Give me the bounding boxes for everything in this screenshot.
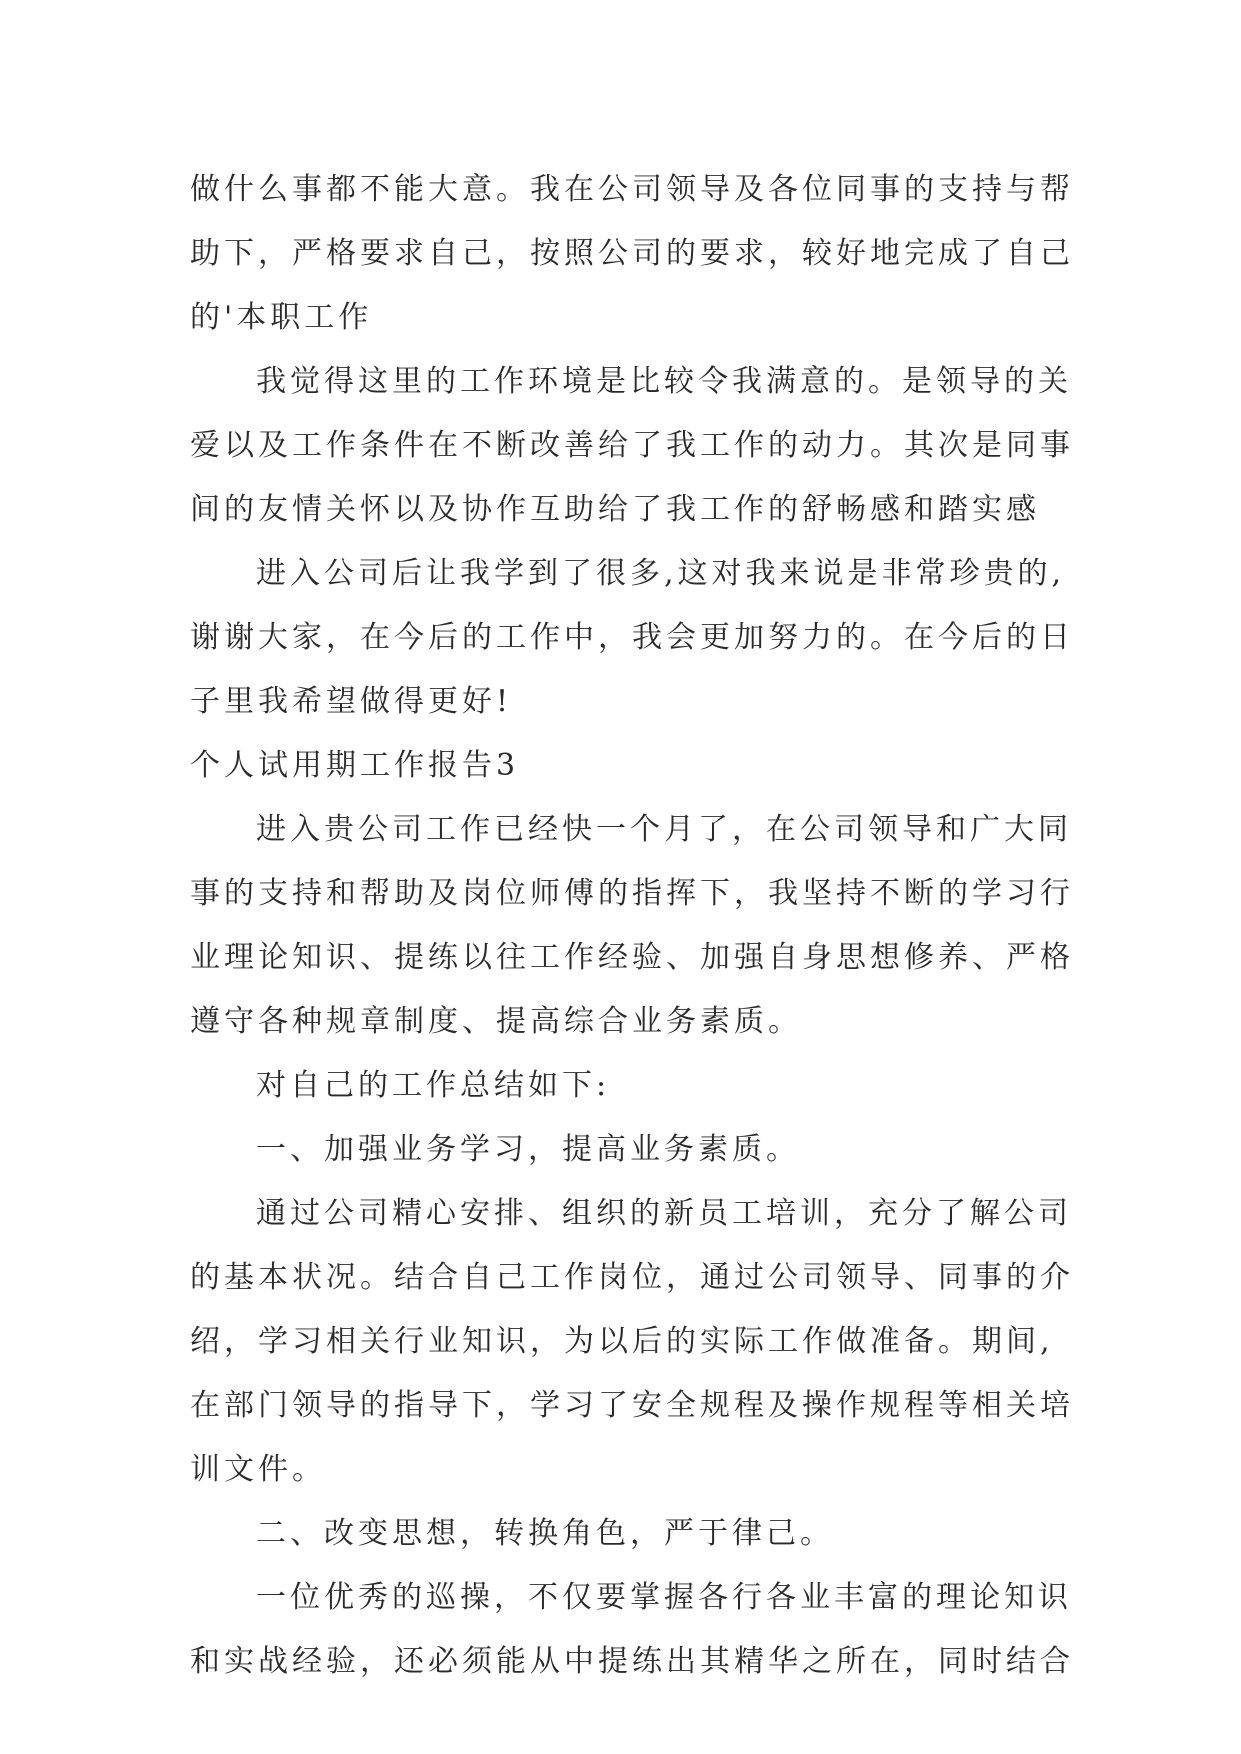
text-line: 谢谢大家，在今后的工作中，我会更加努力的。在今后的日	[190, 620, 1074, 655]
text-line: 事的支持和帮助及岗位师傅的指挥下，我坚持不断的学习行	[190, 876, 1074, 911]
text-line: 做什么事都不能大意。我在公司领导及各位同事的支持与帮	[190, 172, 1074, 207]
text-line: 的基本状况。结合自己工作岗位，通过公司领导、同事的介	[190, 1260, 1074, 1295]
text-line: 和实战经验，还必须能从中提练出其精华之所在，同时结合	[190, 1644, 1074, 1679]
paragraph	[190, 542, 1074, 734]
text-line: 一、加强业务学习，提高业务素质。	[256, 1132, 800, 1167]
paragraph	[190, 350, 1074, 542]
text-line: 的'本职工作	[190, 300, 373, 335]
text-line: 进入贵公司工作已经快一个月了，在公司领导和广大同	[256, 812, 1072, 847]
text-line: 在部门领导的指导下，学习了安全规程及操作规程等相关培	[190, 1388, 1074, 1423]
text-line: 通过公司精心安排、组织的新员工培训，充分了解公司	[256, 1196, 1072, 1231]
text-line: 我觉得这里的工作环境是比较令我满意的。是领导的关	[256, 364, 1072, 399]
text-line: 子里我希望做得更好!	[190, 684, 513, 719]
section-heading	[190, 734, 1060, 798]
paragraph	[190, 1054, 1060, 1118]
text-line: 爱以及工作条件在不断改善给了我工作的动力。其次是同事	[190, 428, 1074, 463]
paragraph	[190, 1566, 1074, 1694]
text-line: 助下，严格要求自己，按照公司的要求，较好地完成了自己	[190, 236, 1074, 271]
text-line: 一位优秀的巡操，不仅要掌握各行各业丰富的理论知识	[256, 1580, 1072, 1615]
text-line: 绍，学习相关行业知识，为以后的实际工作做准备。期间,	[190, 1324, 1054, 1359]
text-line: 二、改变思想，转换角色，严于律己。	[256, 1516, 834, 1551]
paragraph	[190, 1502, 1060, 1566]
text-line: 遵守各种规章制度、提高综合业务素质。	[190, 1004, 802, 1039]
text-line: 训文件。	[190, 1452, 326, 1487]
heading-text: 个人试用期工作报告3	[190, 748, 520, 783]
paragraph	[190, 1182, 1074, 1502]
paragraph	[190, 798, 1074, 1054]
text-line: 间的友情关怀以及协作互助给了我工作的舒畅感和踏实感	[190, 492, 1040, 527]
document-body	[190, 158, 1074, 1694]
text-line: 进入公司后让我学到了很多,这对我来说是非常珍贵的,	[256, 556, 1066, 591]
paragraph	[190, 1118, 1060, 1182]
text-line: 对自己的工作总结如下:	[256, 1068, 611, 1103]
paragraph	[190, 158, 1074, 350]
text-line: 业理论知识、提练以往工作经验、加强自身思想修养、严格	[190, 940, 1074, 975]
